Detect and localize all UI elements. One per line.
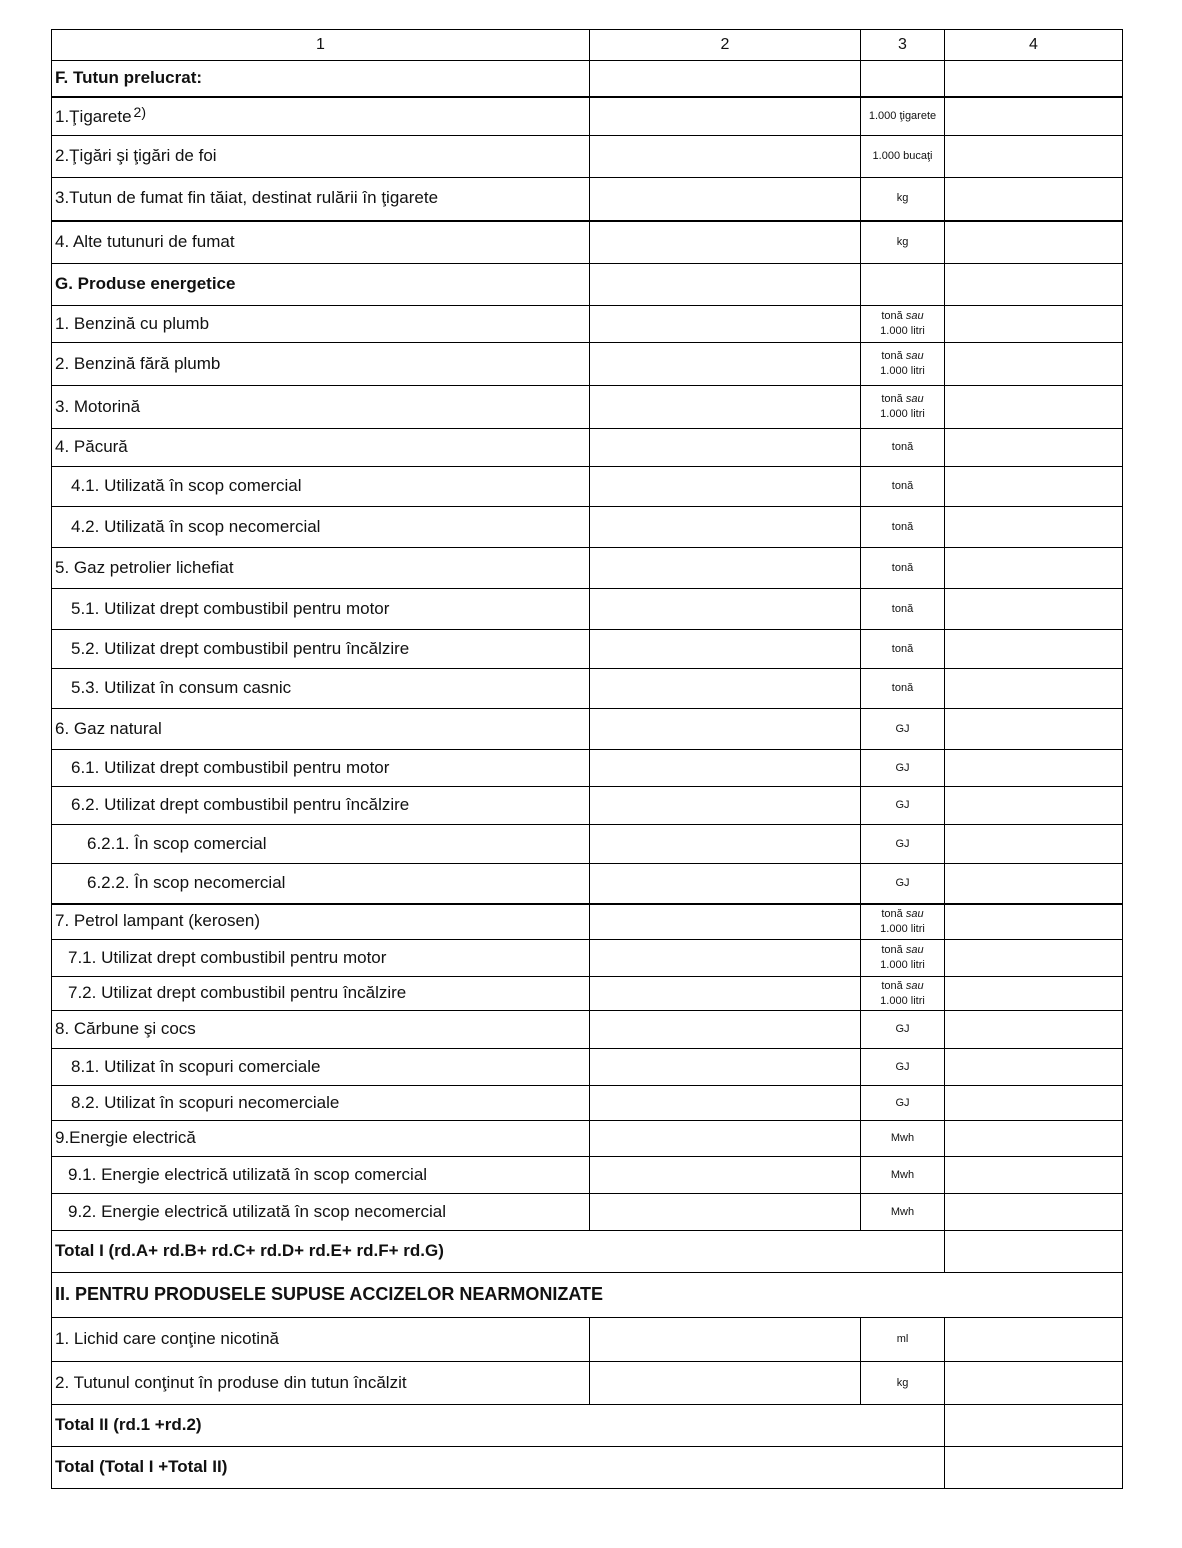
unit-text: GJ xyxy=(895,1060,910,1073)
unit-line xyxy=(862,943,943,958)
row-label xyxy=(52,1231,945,1273)
table-row xyxy=(52,1405,1123,1447)
footnote-marker: 2) xyxy=(133,104,146,121)
unit-line-2: 1.000 litri xyxy=(880,408,925,420)
unit-line-2: 1.000 litri xyxy=(880,994,925,1007)
row-label xyxy=(52,61,590,97)
unit-line xyxy=(862,520,943,535)
unit-of-measure xyxy=(861,904,945,940)
table-row xyxy=(52,136,1123,178)
row-label xyxy=(52,825,590,864)
unit-of-measure xyxy=(861,136,945,178)
row-label-text: 6.1. Utilizat drept combustibil pentru motor xyxy=(71,757,390,777)
amount-cell[interactable] xyxy=(945,136,1123,178)
unit-of-measure xyxy=(861,221,945,264)
unit-text: tonă xyxy=(881,350,903,363)
unit-text: kg xyxy=(896,235,909,248)
unit-of-measure xyxy=(861,507,945,548)
row-label-text: 7.2. Utilizat drept combustibil pentru încălzire xyxy=(68,983,407,1003)
unit-line xyxy=(862,191,943,206)
unit-text: kg xyxy=(896,192,909,205)
unit-line-2: 1.000 litri xyxy=(880,922,925,935)
row-label-text: F. Tutun prelucrat: xyxy=(55,67,203,87)
quantity-cell[interactable] xyxy=(590,1362,861,1405)
table-row xyxy=(52,467,1123,507)
amount-cell[interactable] xyxy=(945,940,1123,977)
unit-text: tonă xyxy=(891,480,914,493)
quantity-cell[interactable] xyxy=(590,136,861,178)
table-row xyxy=(52,977,1123,1011)
unit-text: kg xyxy=(896,1376,909,1389)
table-row xyxy=(52,589,1123,630)
quantity-cell[interactable] xyxy=(590,1194,861,1231)
unit-text: tonă xyxy=(881,393,903,406)
row-label xyxy=(52,507,590,548)
unit-line xyxy=(862,1096,943,1111)
quantity-cell[interactable] xyxy=(590,61,861,97)
amount-cell[interactable] xyxy=(945,1049,1123,1086)
unit-alternative: sau xyxy=(905,944,924,957)
unit-of-measure xyxy=(861,97,945,136)
amount-cell[interactable] xyxy=(945,669,1123,709)
table-row xyxy=(52,61,1123,97)
quantity-cell[interactable] xyxy=(590,178,861,221)
unit-of-measure xyxy=(861,977,945,1011)
quantity-cell[interactable] xyxy=(590,709,861,750)
table-body xyxy=(52,30,1123,1489)
table-row xyxy=(52,1318,1123,1362)
unit-line xyxy=(862,837,943,852)
row-label-text: 6.2. Utilizat drept combustibil pentru încălzire xyxy=(71,795,410,815)
amount-cell[interactable] xyxy=(945,825,1123,864)
table-row xyxy=(52,97,1123,136)
column-number-2: 2 xyxy=(590,30,861,61)
quantity-cell[interactable] xyxy=(590,1011,861,1049)
table-row xyxy=(52,507,1123,548)
row-label xyxy=(52,467,590,507)
table-row xyxy=(52,429,1123,467)
row-label xyxy=(52,1447,945,1489)
row-label xyxy=(52,669,590,709)
amount-cell[interactable] xyxy=(945,589,1123,630)
quantity-cell[interactable] xyxy=(590,1049,861,1086)
unit-of-measure xyxy=(861,1194,945,1231)
amount-cell[interactable] xyxy=(945,221,1123,264)
row-label-text: 3.Tutun de fumat fin tăiat, destinat rulării în ţigarete xyxy=(55,188,439,208)
row-label-text: 7. Petrol lampant (kerosen) xyxy=(55,911,261,931)
unit-line xyxy=(862,979,943,994)
quantity-cell[interactable] xyxy=(590,467,861,507)
row-label xyxy=(52,1318,590,1362)
unit-of-measure xyxy=(861,1157,945,1194)
amount-cell[interactable] xyxy=(945,264,1123,306)
unit-text: GJ xyxy=(895,722,910,735)
unit-line xyxy=(862,309,943,324)
quantity-cell[interactable] xyxy=(590,386,861,429)
row-label-text: 8. Cărbune şi cocs xyxy=(55,1019,196,1039)
row-label xyxy=(52,1157,590,1194)
row-label xyxy=(52,787,590,825)
unit-text: tonă xyxy=(891,561,914,574)
unit-of-measure xyxy=(861,306,945,343)
row-label-text: 4. Păcură xyxy=(55,437,128,457)
unit-of-measure xyxy=(861,386,945,429)
table-row xyxy=(52,1362,1123,1405)
row-label xyxy=(52,386,590,429)
amount-cell[interactable] xyxy=(945,630,1123,669)
unit-of-measure xyxy=(861,548,945,589)
unit-text: GJ xyxy=(895,1023,910,1036)
unit-line xyxy=(862,1332,943,1347)
table-row xyxy=(52,904,1123,940)
quantity-cell[interactable] xyxy=(590,1121,861,1157)
amount-cell[interactable] xyxy=(945,904,1123,940)
amount-cell[interactable] xyxy=(945,507,1123,548)
unit-text: Mwh xyxy=(890,1132,915,1145)
row-label-text: 1. Benzină cu plumb xyxy=(55,313,210,333)
row-label-text: 2. Benzină fără plumb xyxy=(55,353,221,373)
row-label-text: II. PENTRU PRODUSELE SUPUSE ACCIZELOR NEARMONIZATE xyxy=(55,1284,604,1305)
quantity-cell[interactable] xyxy=(590,548,861,589)
amount-cell[interactable] xyxy=(945,1121,1123,1157)
table-row xyxy=(52,1121,1123,1157)
row-label-text: 2.Ţigări şi ţigări de foi xyxy=(55,146,217,166)
quantity-cell[interactable] xyxy=(590,977,861,1011)
column-number-row xyxy=(52,30,1123,61)
amount-cell[interactable] xyxy=(945,1157,1123,1194)
unit-of-measure xyxy=(861,1362,945,1405)
unit-text: 1.000 ţigarete xyxy=(868,109,937,122)
table-row xyxy=(52,709,1123,750)
amount-cell[interactable] xyxy=(945,977,1123,1011)
unit-of-measure xyxy=(861,61,945,97)
amount-cell[interactable] xyxy=(945,306,1123,343)
table-row xyxy=(52,1231,1123,1273)
unit-line xyxy=(862,907,943,922)
unit-of-measure xyxy=(861,1086,945,1121)
amount-cell[interactable] xyxy=(945,1011,1123,1049)
quantity-cell[interactable] xyxy=(590,669,861,709)
quantity-cell[interactable] xyxy=(590,343,861,386)
row-label xyxy=(52,178,590,221)
unit-text: GJ xyxy=(895,761,910,774)
unit-of-measure xyxy=(861,429,945,467)
unit-of-measure xyxy=(861,589,945,630)
unit-of-measure xyxy=(861,264,945,306)
quantity-cell[interactable] xyxy=(590,1157,861,1194)
unit-text: tonă xyxy=(881,979,903,992)
unit-text: tonă xyxy=(881,310,903,323)
unit-of-measure xyxy=(861,940,945,977)
table-row xyxy=(52,306,1123,343)
row-label xyxy=(52,136,590,178)
table-row xyxy=(52,386,1123,429)
quantity-cell[interactable] xyxy=(590,1318,861,1362)
table-row xyxy=(52,825,1123,864)
unit-line-2: 1.000 litri xyxy=(880,325,925,337)
table-row xyxy=(52,940,1123,977)
amount-cell[interactable] xyxy=(945,1086,1123,1121)
row-label-text: 5.3. Utilizat în consum casnic xyxy=(71,678,292,698)
unit-alternative: sau xyxy=(905,907,924,920)
row-label xyxy=(52,343,590,386)
unit-line xyxy=(862,440,943,455)
amount-cell[interactable] xyxy=(945,548,1123,589)
amount-cell[interactable] xyxy=(945,787,1123,825)
unit-text: tonă xyxy=(891,520,914,533)
quantity-cell[interactable] xyxy=(590,630,861,669)
unit-line xyxy=(862,392,943,407)
unit-line xyxy=(862,722,943,737)
row-label-text: 3. Motorină xyxy=(55,396,141,416)
row-label-text: 6. Gaz natural xyxy=(55,718,162,738)
amount-cell[interactable] xyxy=(945,864,1123,904)
unit-line xyxy=(862,349,943,364)
amount-cell[interactable] xyxy=(945,709,1123,750)
unit-text: tonă xyxy=(891,642,914,655)
unit-line xyxy=(862,761,943,776)
row-label xyxy=(52,1121,590,1157)
row-label-text: 6.2.2. În scop necomercial xyxy=(87,872,286,892)
row-label xyxy=(52,1086,590,1121)
amount-cell[interactable] xyxy=(945,1231,1123,1273)
row-label xyxy=(52,221,590,264)
row-label xyxy=(52,709,590,750)
unit-of-measure xyxy=(861,630,945,669)
unit-line xyxy=(862,109,943,124)
amount-cell[interactable] xyxy=(945,750,1123,787)
table-row xyxy=(52,864,1123,904)
table-row xyxy=(52,264,1123,306)
unit-of-measure xyxy=(861,669,945,709)
unit-text: tonă xyxy=(881,944,903,957)
row-label-text: Total (Total I +Total II) xyxy=(55,1457,228,1477)
table-row xyxy=(52,548,1123,589)
unit-of-measure xyxy=(861,1318,945,1362)
amount-cell[interactable] xyxy=(945,1362,1123,1405)
unit-text: Mwh xyxy=(890,1205,915,1218)
row-label xyxy=(52,264,590,306)
unit-alternative: sau xyxy=(905,393,924,406)
table-row xyxy=(52,1049,1123,1086)
unit-of-measure xyxy=(861,1049,945,1086)
unit-alternative: sau xyxy=(905,310,924,323)
unit-text: GJ xyxy=(895,799,910,812)
unit-line xyxy=(862,479,943,494)
unit-of-measure xyxy=(861,750,945,787)
unit-text: GJ xyxy=(895,837,910,850)
column-number-4: 4 xyxy=(945,30,1123,61)
row-label-text: 9.2. Energie electrică utilizată în scop necomercial xyxy=(68,1201,446,1221)
row-label-text: 4.2. Utilizată în scop necomercial xyxy=(71,516,321,536)
quantity-cell[interactable] xyxy=(590,940,861,977)
row-label-text: 2. Tutunul conţinut în produse din tutun încălzit xyxy=(55,1372,407,1392)
row-label xyxy=(52,1194,590,1231)
amount-cell[interactable] xyxy=(945,1447,1123,1489)
amount-cell[interactable] xyxy=(945,1318,1123,1362)
amount-cell[interactable] xyxy=(945,1405,1123,1447)
quantity-cell[interactable] xyxy=(590,904,861,940)
table-row xyxy=(52,1011,1123,1049)
unit-text: ml xyxy=(896,1333,909,1346)
table-row xyxy=(52,630,1123,669)
unit-text: 1.000 bucaţi xyxy=(872,150,933,163)
unit-line xyxy=(862,235,943,250)
table-row xyxy=(52,1194,1123,1231)
row-label-text: Total II (rd.1 +rd.2) xyxy=(55,1415,202,1435)
unit-line xyxy=(862,876,943,891)
unit-line xyxy=(862,1060,943,1075)
excise-declaration-table xyxy=(51,29,1123,1489)
amount-cell[interactable] xyxy=(945,97,1123,136)
amount-cell[interactable] xyxy=(945,61,1123,97)
quantity-cell[interactable] xyxy=(590,429,861,467)
unit-line xyxy=(862,1022,943,1037)
unit-line xyxy=(862,1168,943,1183)
row-label-text: 5.1. Utilizat drept combustibil pentru motor xyxy=(71,598,390,618)
row-label xyxy=(52,1362,590,1405)
row-label-text: 6.2.1. În scop comercial xyxy=(87,833,267,853)
column-number-3: 3 xyxy=(861,30,945,61)
unit-of-measure xyxy=(861,709,945,750)
unit-line xyxy=(862,149,943,164)
quantity-cell[interactable] xyxy=(590,1086,861,1121)
unit-alternative: sau xyxy=(905,979,924,992)
unit-of-measure xyxy=(861,1121,945,1157)
unit-of-measure xyxy=(861,864,945,904)
row-label-text: 7.1. Utilizat drept combustibil pentru motor xyxy=(68,947,387,967)
row-label xyxy=(52,1405,945,1447)
row-label xyxy=(52,429,590,467)
row-label xyxy=(52,1011,590,1049)
row-label-text: 9.Energie electrică xyxy=(55,1128,196,1148)
unit-line xyxy=(862,1205,943,1220)
row-label-text: 1.Ţigarete xyxy=(55,107,132,127)
amount-cell[interactable] xyxy=(945,429,1123,467)
row-label-text: 8.1. Utilizat în scopuri comerciale xyxy=(71,1056,321,1076)
unit-line xyxy=(862,1131,943,1146)
table-row xyxy=(52,787,1123,825)
row-label xyxy=(52,750,590,787)
quantity-cell[interactable] xyxy=(590,825,861,864)
unit-text: GJ xyxy=(895,876,910,889)
row-label xyxy=(52,864,590,904)
row-label xyxy=(52,589,590,630)
unit-text: GJ xyxy=(895,1096,910,1109)
row-label-text: 5. Gaz petrolier lichefiat xyxy=(55,557,234,577)
row-label xyxy=(52,306,590,343)
unit-line xyxy=(862,602,943,617)
unit-line xyxy=(862,1376,943,1391)
unit-text: tonă xyxy=(891,602,914,615)
unit-text: tonă xyxy=(891,682,914,695)
table-row xyxy=(52,1447,1123,1489)
quantity-cell[interactable] xyxy=(590,507,861,548)
quantity-cell[interactable] xyxy=(590,306,861,343)
unit-text: tonă xyxy=(881,907,903,920)
unit-of-measure xyxy=(861,787,945,825)
row-label-text: 8.2. Utilizat în scopuri necomerciale xyxy=(71,1092,340,1112)
table-row xyxy=(52,669,1123,709)
row-label xyxy=(52,940,590,977)
table-row xyxy=(52,1157,1123,1194)
row-label xyxy=(52,97,590,136)
table-row xyxy=(52,221,1123,264)
unit-alternative: sau xyxy=(905,350,924,363)
row-label-text: 9.1. Energie electrică utilizată în scop comercial xyxy=(68,1164,428,1184)
quantity-cell[interactable] xyxy=(590,750,861,787)
row-label xyxy=(52,904,590,940)
row-label xyxy=(52,1273,1123,1318)
unit-text: tonă xyxy=(891,441,914,454)
quantity-cell[interactable] xyxy=(590,264,861,306)
unit-line xyxy=(862,798,943,813)
row-label xyxy=(52,548,590,589)
row-label-text: 1. Lichid care conţine nicotină xyxy=(55,1329,279,1349)
unit-line-2: 1.000 litri xyxy=(880,959,925,971)
row-label-text: 4.1. Utilizată în scop comercial xyxy=(71,476,302,496)
table-row xyxy=(52,343,1123,386)
quantity-cell[interactable] xyxy=(590,589,861,630)
unit-of-measure xyxy=(861,1011,945,1049)
row-label-text: G. Produse energetice xyxy=(55,274,236,294)
amount-cell[interactable] xyxy=(945,1194,1123,1231)
amount-cell[interactable] xyxy=(945,386,1123,429)
table-row xyxy=(52,1086,1123,1121)
row-label xyxy=(52,1049,590,1086)
row-label-text: 4. Alte tutunuri de fumat xyxy=(55,231,235,251)
quantity-cell[interactable] xyxy=(590,221,861,264)
unit-of-measure xyxy=(861,343,945,386)
row-label xyxy=(52,977,590,1011)
unit-line xyxy=(862,561,943,576)
unit-line xyxy=(862,681,943,696)
row-label-text: Total I (rd.A+ rd.B+ rd.C+ rd.D+ rd.E+ rd.F+ rd.G) xyxy=(55,1241,444,1261)
unit-of-measure xyxy=(861,178,945,221)
amount-cell[interactable] xyxy=(945,343,1123,386)
table-row xyxy=(52,178,1123,221)
unit-text: Mwh xyxy=(890,1168,915,1181)
unit-of-measure xyxy=(861,467,945,507)
unit-line xyxy=(862,642,943,657)
unit-of-measure xyxy=(861,825,945,864)
unit-line-2: 1.000 litri xyxy=(880,365,925,377)
quantity-cell[interactable] xyxy=(590,97,861,136)
table-row xyxy=(52,1273,1123,1318)
amount-cell[interactable] xyxy=(945,178,1123,221)
amount-cell[interactable] xyxy=(945,467,1123,507)
quantity-cell[interactable] xyxy=(590,864,861,904)
column-number-1: 1 xyxy=(52,30,590,61)
row-label-text: 5.2. Utilizat drept combustibil pentru încălzire xyxy=(71,638,410,658)
quantity-cell[interactable] xyxy=(590,787,861,825)
row-label xyxy=(52,630,590,669)
table-row xyxy=(52,750,1123,787)
